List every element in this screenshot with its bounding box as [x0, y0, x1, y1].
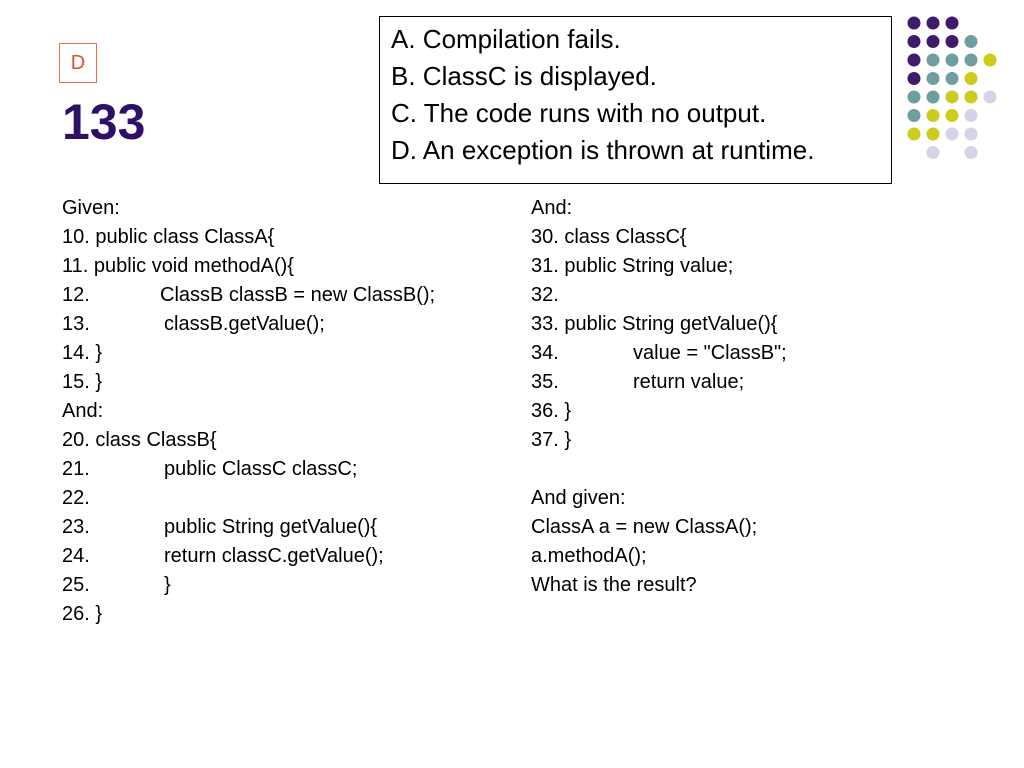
- code-line: 22.: [62, 487, 90, 509]
- decorative-dot: [927, 54, 940, 67]
- decorative-dot: [946, 17, 959, 30]
- code-listing-right: [531, 194, 787, 600]
- decorative-dot: [946, 35, 959, 48]
- code-line: [62, 542, 384, 571]
- decorative-dot: [927, 128, 940, 141]
- code-line: 30. class ClassC{: [531, 226, 687, 248]
- decorative-dot: [984, 54, 997, 67]
- decorative-dot: [927, 35, 940, 48]
- option-d: D. An exception is thrown at runtime.: [391, 135, 815, 165]
- option-c: C. The code runs with no output.: [391, 98, 767, 128]
- code-line: 33. public String getValue(){: [531, 313, 778, 335]
- line-code: value = "ClassB";: [633, 342, 787, 364]
- question-number: 133: [62, 94, 146, 150]
- decorative-dot: [965, 146, 978, 159]
- code-line: And:: [62, 400, 104, 422]
- line-code: public String getValue(){: [164, 516, 378, 538]
- line-number: 21.: [62, 458, 90, 480]
- code-line: [531, 368, 777, 397]
- code-line: 36. }: [531, 400, 572, 422]
- decorative-dot: [927, 146, 940, 159]
- line-number: 25.: [62, 574, 90, 596]
- decorative-dot-grid: [905, 13, 1010, 165]
- code-line: What is the result?: [531, 574, 697, 596]
- code-line: 14. }: [62, 342, 103, 364]
- decorative-dot: [965, 109, 978, 122]
- decorative-dot: [927, 109, 940, 122]
- line-code: public ClassC classC;: [164, 458, 358, 480]
- code-line: 31. public String value;: [531, 255, 734, 277]
- code-line: 26. }: [62, 603, 103, 625]
- decorative-dot: [946, 91, 959, 104]
- line-code: return value;: [633, 371, 745, 393]
- line-number: 12.: [62, 284, 90, 306]
- decorative-dot: [908, 35, 921, 48]
- decorative-dot: [946, 109, 959, 122]
- code-line: 10. public class ClassA{: [62, 226, 275, 248]
- decorative-dot: [946, 128, 959, 141]
- decorative-dot: [908, 72, 921, 85]
- decorative-dot: [965, 91, 978, 104]
- decorative-dot: [908, 91, 921, 104]
- code-line: [62, 571, 294, 600]
- decorative-dot: [908, 54, 921, 67]
- code-line: Given:: [62, 197, 120, 219]
- decorative-dot: [965, 128, 978, 141]
- line-number: 35.: [531, 371, 559, 393]
- code-line: And given:: [531, 487, 626, 509]
- line-number: 23.: [62, 516, 90, 538]
- code-line: 32.: [531, 284, 559, 306]
- option-a: A. Compilation fails.: [391, 24, 621, 54]
- answer-options-box: [379, 16, 892, 184]
- decorative-dot: [927, 72, 940, 85]
- line-code: return classC.getValue();: [164, 545, 384, 567]
- code-line: ClassA a = new ClassA();: [531, 516, 758, 538]
- decorative-dot: [908, 109, 921, 122]
- code-line: And:: [531, 197, 573, 219]
- code-line: 11. public void methodA(){: [62, 255, 294, 277]
- line-code: classB.getValue();: [164, 313, 325, 335]
- decorative-dot: [908, 128, 921, 141]
- answer-badge: D: [59, 43, 97, 83]
- line-number: 24.: [62, 545, 90, 567]
- code-line: a.methodA();: [531, 545, 647, 567]
- code-listing-left: [62, 194, 436, 629]
- line-code: }: [164, 574, 171, 596]
- code-line: [62, 513, 378, 542]
- decorative-dot: [965, 35, 978, 48]
- line-code: ClassB classB = new ClassB();: [160, 284, 436, 306]
- decorative-dot: [946, 54, 959, 67]
- code-line: 37. }: [531, 429, 572, 451]
- code-line: [62, 310, 325, 339]
- code-line: [62, 455, 358, 484]
- decorative-dot: [927, 17, 940, 30]
- code-line: 20. class ClassB{: [62, 429, 217, 451]
- code-line: [531, 455, 777, 484]
- decorative-dot: [946, 72, 959, 85]
- code-line: [531, 339, 787, 368]
- decorative-dot: [927, 91, 940, 104]
- option-b: B. ClassC is displayed.: [391, 61, 657, 91]
- decorative-dot: [984, 91, 997, 104]
- line-number: 13.: [62, 313, 90, 335]
- decorative-dot: [965, 54, 978, 67]
- line-number: 34.: [531, 342, 559, 364]
- code-line: 15. }: [62, 371, 103, 393]
- code-line: [62, 281, 436, 310]
- decorative-dot: [908, 17, 921, 30]
- decorative-dot: [965, 72, 978, 85]
